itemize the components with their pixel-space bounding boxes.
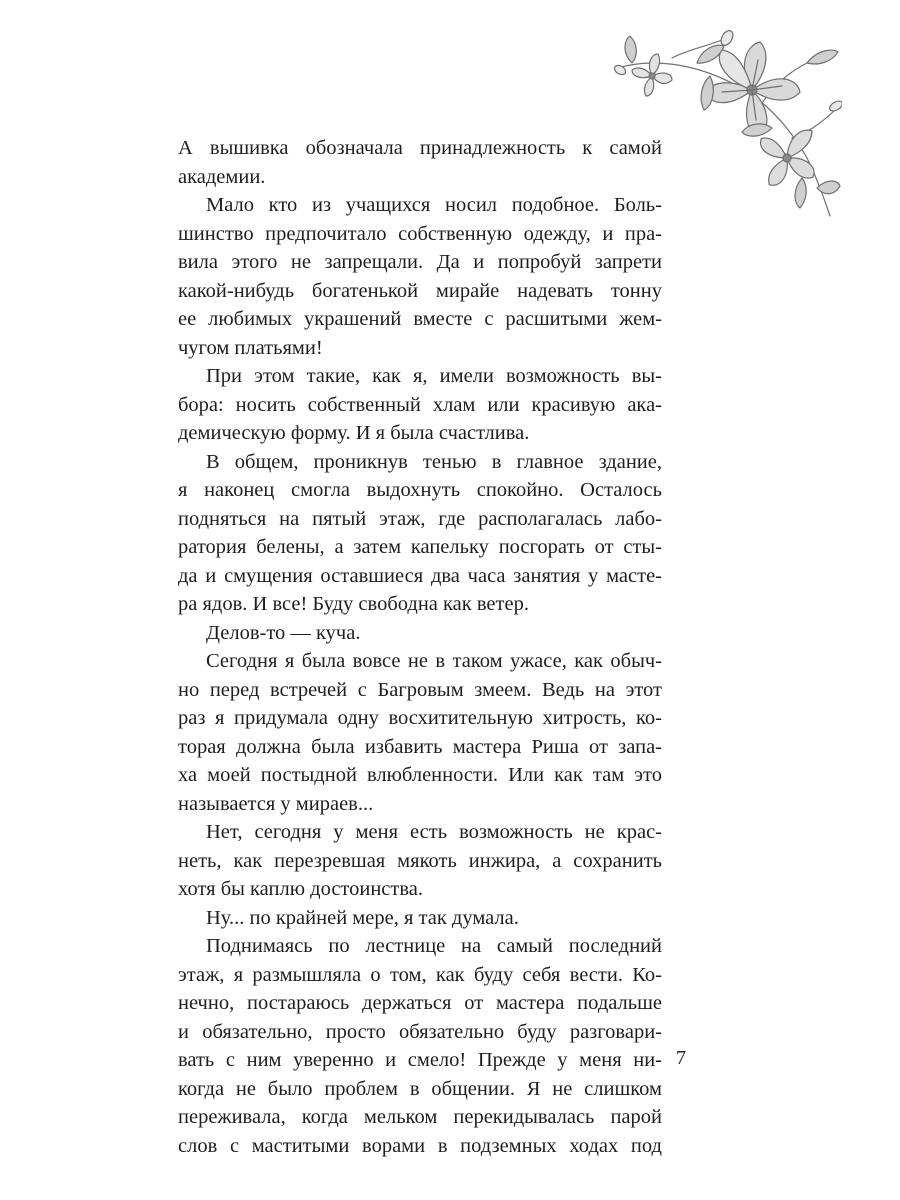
text-line: переживала, когда мельком перекидывалась парой xyxy=(178,1106,662,1128)
text-line: да и смущения оставшиеся два часа занятия у масте- xyxy=(178,564,662,587)
text-line: подняться на пятый этаж, где располагалась лабо- xyxy=(178,507,662,530)
text-line: вать с ним уверенно и смело! Прежде у меня ни- xyxy=(178,1049,662,1071)
text-line: нечно, постараюсь держаться от мастера подальше xyxy=(178,992,662,1014)
text-line: ее любимых украшений вместе с расшитыми жем- xyxy=(178,308,662,330)
text-line: Мало кто из учащихся носил подобное. Боль- xyxy=(206,194,662,216)
text-line: слов с маститыми ворами в подземных ходах под xyxy=(178,1134,662,1157)
text-line: Ну... по крайней мере, я так думала. xyxy=(206,906,519,929)
text-line: называется у мираев... xyxy=(178,792,374,815)
text-line: вила этого не запрещали. Да и попробуй запрети xyxy=(178,251,662,273)
page-number: 7 xyxy=(676,1047,686,1069)
text-line: Поднимаясь по лестнице на самый последний xyxy=(206,935,662,957)
text-line: При этом такие, как я, имели возможность вы- xyxy=(206,365,662,387)
text-line: хотя бы каплю достоинства. xyxy=(178,878,423,900)
text-line: академии. xyxy=(178,165,266,188)
text-line: бора: носить собственный хлам или красивую ака- xyxy=(178,393,662,416)
body-text xyxy=(178,134,662,1160)
text-line: ха моей постыдной влюбленности. Или как там это xyxy=(178,764,662,786)
text-line: когда не было проблем в общении. Я не слишком xyxy=(178,1077,662,1100)
text-line: демическую форму. И я была счастлива. xyxy=(178,422,530,444)
text-line: Сегодня я была вовсе не в таком ужасе, как обыч- xyxy=(206,650,662,672)
text-line: и обязательно, просто обязательно буду разговари- xyxy=(178,1020,662,1043)
text-line: я наконец смогла выдохнуть спокойно. Осталось xyxy=(178,479,662,501)
text-line: торая должна была избавить мастера Риша от запа- xyxy=(178,735,662,758)
text-line: раз я придумала одну восхитительную хитрость, ко- xyxy=(178,707,662,729)
text-line: Делов-то — куча. xyxy=(206,621,361,644)
text-line: В общем, проникнув тенью в главное здание, xyxy=(206,450,662,473)
text-line: чугом платьями! xyxy=(178,336,323,359)
text-line: ратория белены, а затем капельку посгорать от сты- xyxy=(178,536,662,558)
text-line: А вышивка обозначала принадлежность к самой xyxy=(178,137,662,159)
text-line: ра ядов. И все! Буду свободна как ветер. xyxy=(178,593,529,615)
text-line: какой-нибудь богатенькой мирайе надевать тонну xyxy=(178,279,662,302)
text-line: Нет, сегодня у меня есть возможность не крас- xyxy=(206,821,662,843)
text-line: шинство предпочитало собственную одежду, и пра- xyxy=(178,222,662,245)
text-line: неть, как перезревшая мякоть инжира, а сохранить xyxy=(178,849,662,872)
text-line: но перед встречей с Багровым змеем. Ведь на этот xyxy=(178,678,662,701)
text-line: этаж, я размышляла о том, как буду себя вести. Ко- xyxy=(178,963,662,986)
